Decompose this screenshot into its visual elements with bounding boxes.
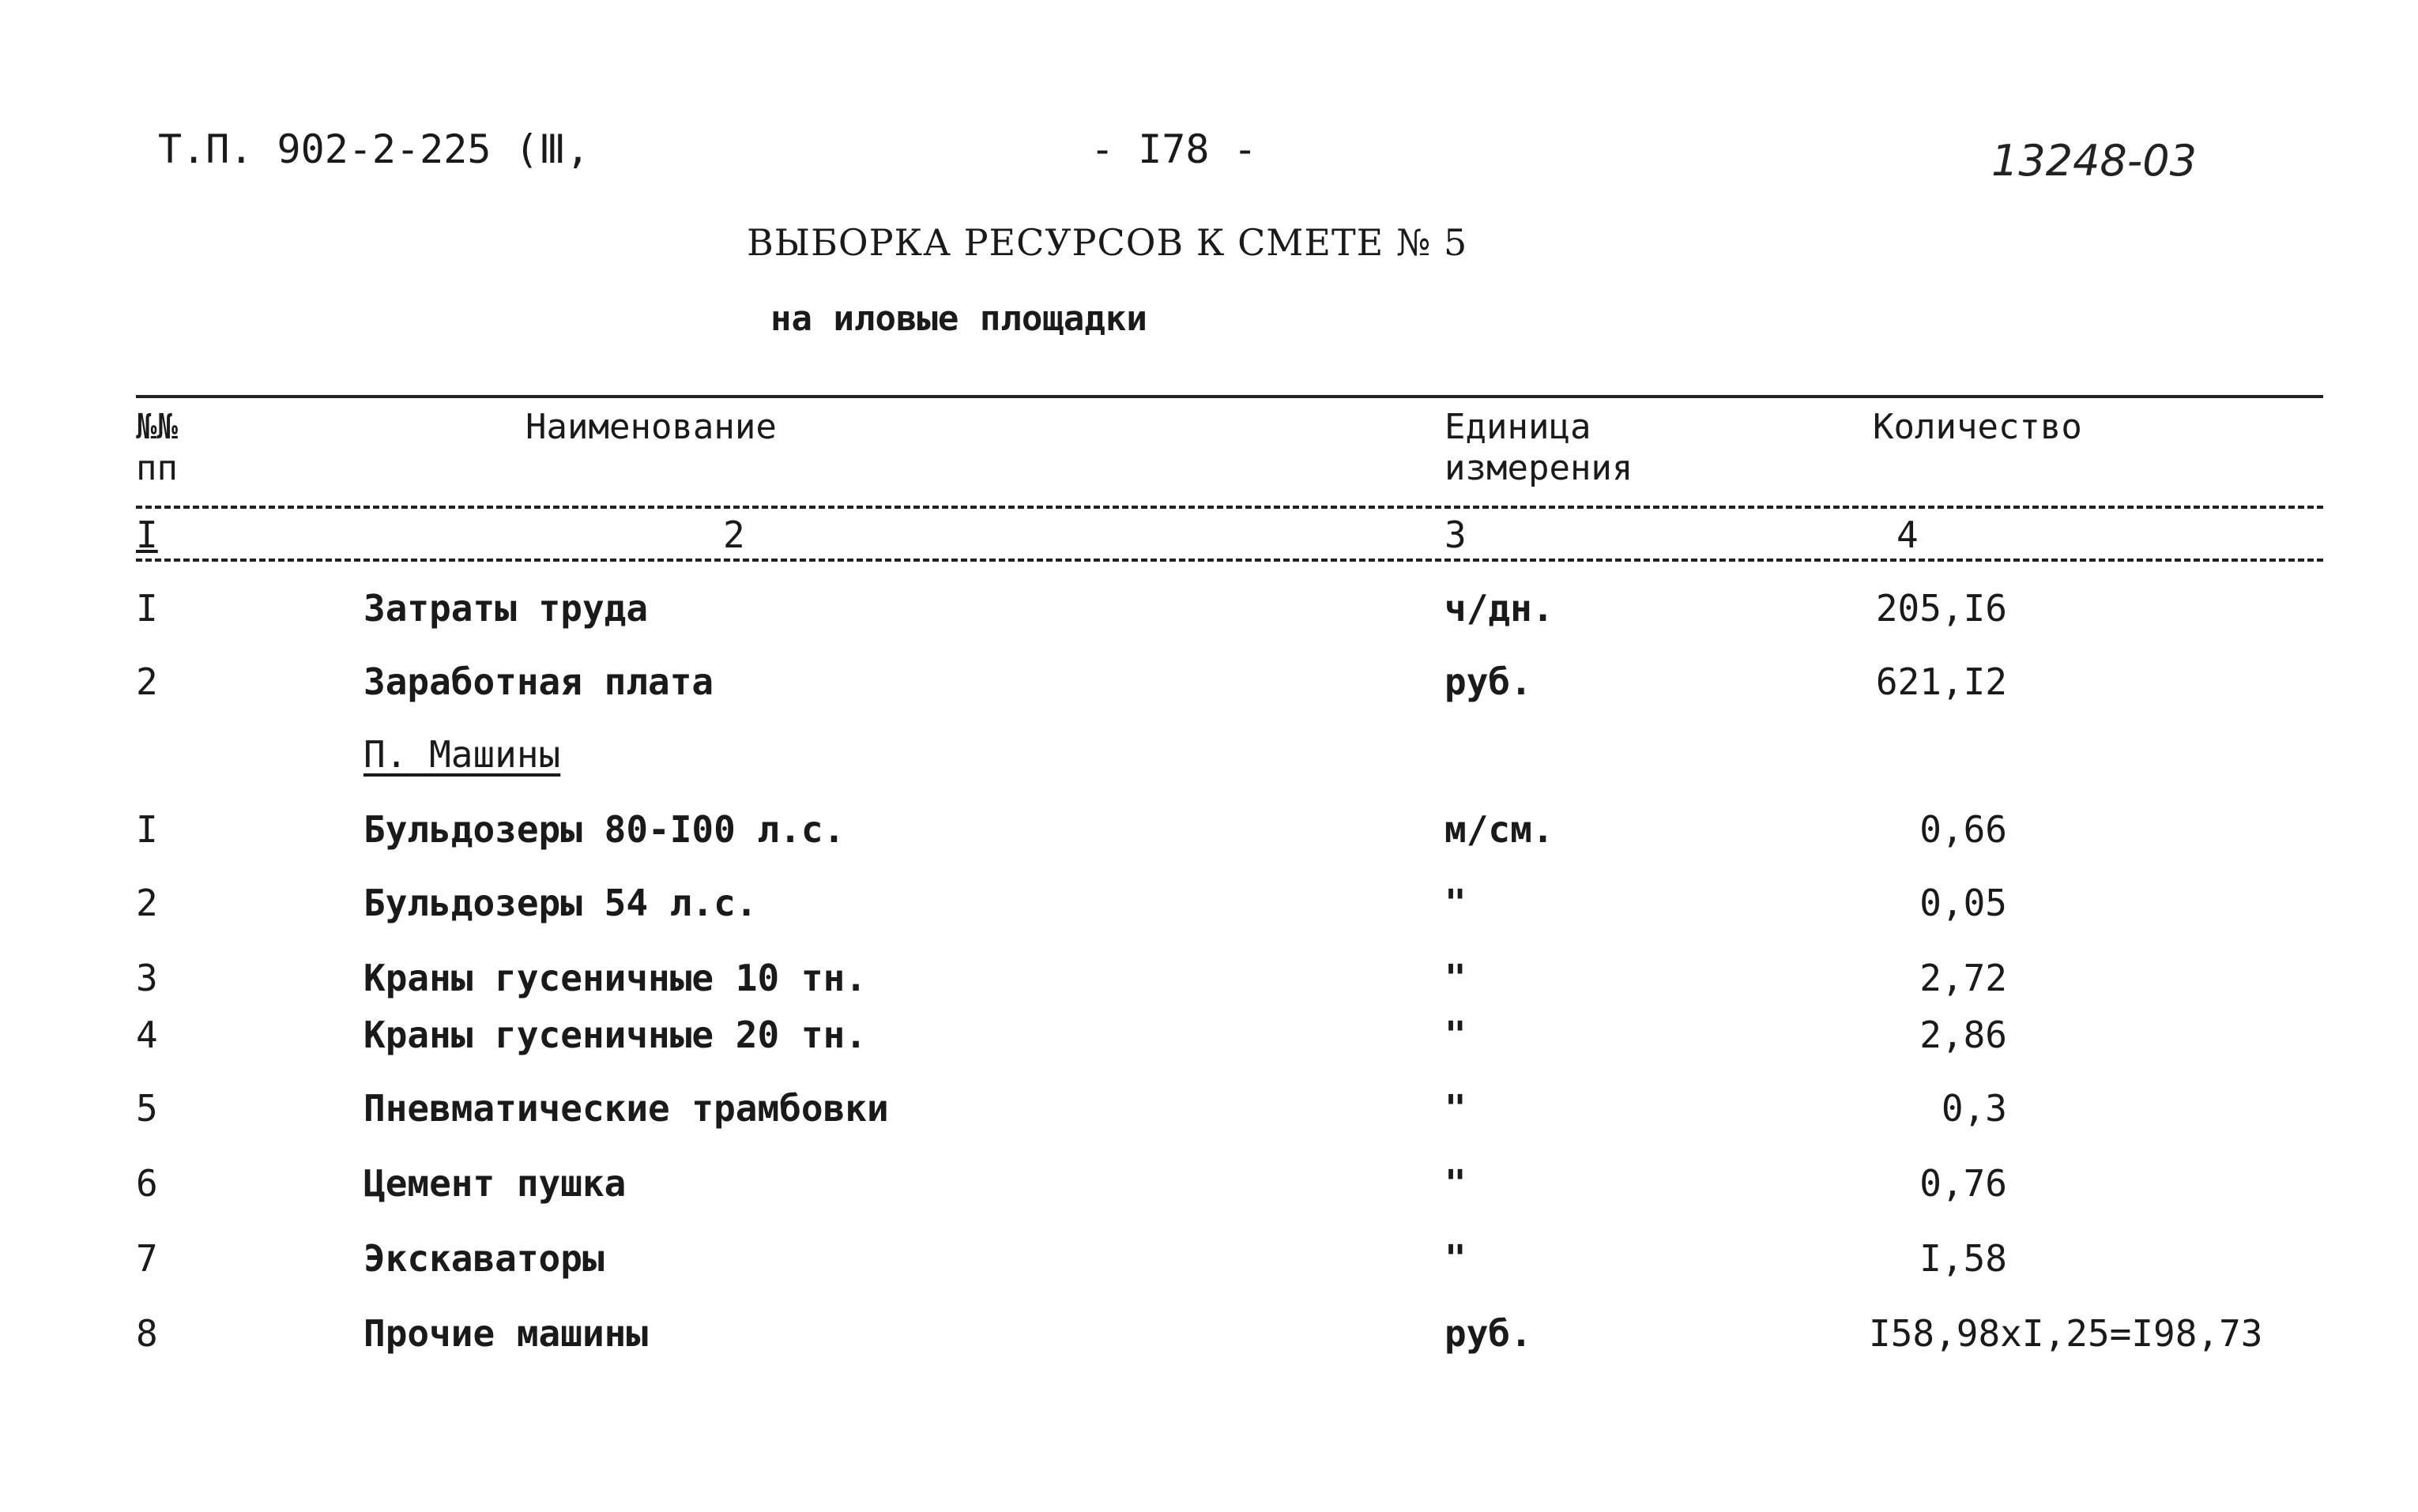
header-name: Наименование bbox=[525, 407, 777, 447]
row-name: Пневматические трамбовки bbox=[363, 1087, 889, 1130]
page-number: - I78 - bbox=[1090, 126, 1257, 172]
table-row bbox=[0, 806, 2418, 853]
table-row bbox=[0, 1235, 2418, 1282]
row-unit: руб. bbox=[1444, 660, 1532, 703]
row-quantity: I58,98хI,25=I98,73 bbox=[1869, 1312, 2263, 1355]
row-name: Заработная плата bbox=[363, 660, 714, 703]
row-number: 5 bbox=[136, 1087, 158, 1130]
row-number: 2 bbox=[136, 660, 158, 703]
document-title: ВЫБОРКА РЕСУРСОВ К СМЕТЕ № 5 bbox=[747, 221, 1468, 264]
row-number: I bbox=[136, 808, 158, 851]
row-unit: руб. bbox=[1444, 1312, 1532, 1355]
row-quantity: 2,72 bbox=[1919, 957, 2007, 999]
row-number: 4 bbox=[136, 1014, 158, 1056]
row-unit: " bbox=[1444, 1162, 1467, 1205]
table-row bbox=[0, 879, 2418, 927]
row-name: Цемент пушка bbox=[363, 1162, 627, 1205]
row-name: Бульдозеры 54 л.с. bbox=[363, 882, 758, 924]
row-quantity: 0,66 bbox=[1919, 808, 2007, 851]
row-name: Экскаваторы bbox=[363, 1237, 604, 1280]
header-number bbox=[136, 407, 178, 489]
table-row bbox=[0, 658, 2418, 705]
row-number: 7 bbox=[136, 1237, 158, 1280]
section-heading-machines: П. Машины bbox=[363, 733, 561, 776]
row-name: Бульдозеры 80-I00 л.с. bbox=[363, 808, 846, 851]
row-quantity: 205,I6 bbox=[1875, 587, 2007, 630]
column-number-rule bbox=[136, 559, 2323, 562]
row-unit: " bbox=[1444, 957, 1467, 999]
header-quantity: Количество bbox=[1873, 407, 2082, 447]
header-unit bbox=[1444, 407, 1633, 489]
row-number: 2 bbox=[136, 882, 158, 924]
row-unit: м/см. bbox=[1444, 808, 1554, 851]
header-number-line-2: пп bbox=[136, 448, 178, 488]
header-unit-line-2: измерения bbox=[1444, 448, 1633, 488]
archive-number: 13248-03 bbox=[1991, 136, 2197, 186]
row-unit: " bbox=[1444, 1087, 1467, 1130]
row-quantity: 0,3 bbox=[1941, 1087, 2007, 1130]
document-code: Т.П. 902-2-225 (Ⅲ, bbox=[158, 126, 590, 172]
row-number: 6 bbox=[136, 1162, 158, 1205]
column-number-2: 2 bbox=[723, 513, 745, 556]
row-unit: " bbox=[1444, 1237, 1467, 1280]
row-quantity: I,58 bbox=[1919, 1237, 2007, 1280]
row-quantity: 621,I2 bbox=[1875, 660, 2007, 703]
table-row bbox=[0, 954, 2418, 1002]
column-number-1: I bbox=[136, 513, 158, 556]
row-unit: ч/дн. bbox=[1444, 587, 1554, 630]
row-number: 8 bbox=[136, 1312, 158, 1355]
row-quantity: 2,86 bbox=[1919, 1014, 2007, 1056]
row-unit: " bbox=[1444, 882, 1467, 924]
row-name: Краны гусеничные 10 тн. bbox=[363, 957, 867, 999]
column-number-4: 4 bbox=[1896, 513, 1919, 556]
document-subtitle: на иловые площадки bbox=[770, 299, 1147, 339]
column-number-3: 3 bbox=[1444, 513, 1467, 556]
row-number: I bbox=[136, 587, 158, 630]
row-name: Затраты труда bbox=[363, 587, 649, 630]
header-rule bbox=[136, 506, 2323, 509]
row-name: Краны гусеничные 20 тн. bbox=[363, 1014, 867, 1056]
row-quantity: 0,76 bbox=[1919, 1162, 2007, 1205]
row-number: 3 bbox=[136, 957, 158, 999]
table-row bbox=[0, 1011, 2418, 1059]
table-row bbox=[0, 1160, 2418, 1207]
header-number-line-1: №№ bbox=[136, 407, 178, 447]
header-unit-line-1: Единица bbox=[1444, 407, 1591, 447]
row-unit: " bbox=[1444, 1014, 1467, 1056]
table-row bbox=[0, 585, 2418, 632]
table-row bbox=[0, 1310, 2418, 1357]
table-top-rule bbox=[136, 395, 2323, 398]
row-name: Прочие машины bbox=[363, 1312, 649, 1355]
table-row bbox=[0, 1085, 2418, 1132]
row-quantity: 0,05 bbox=[1919, 882, 2007, 924]
